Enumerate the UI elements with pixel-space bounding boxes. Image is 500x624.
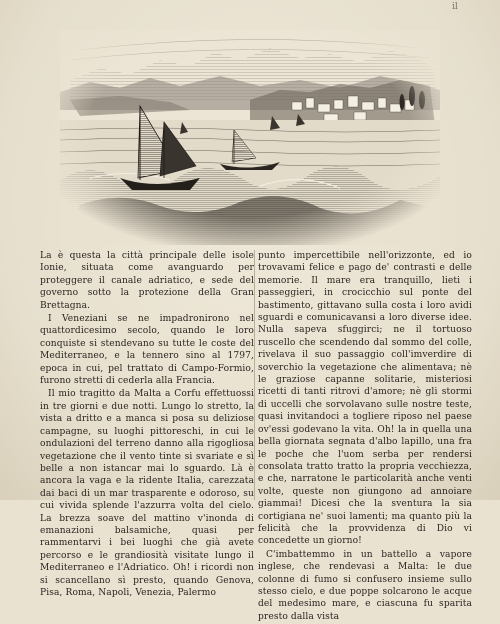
paragraph: I Veneziani se ne impadronirono nel quattordicesimo secolo, quando le loro conquiste si stendevano su tutte le coste del Mediterraneo, e la tennero sino al 1797, epoca in cui, pel trattato di Campo-Formio, furono stretti di cederla alla Francia. <box>40 314 254 387</box>
paragraph: punto impercettibile nell'orizzonte, ed io trovavami felice e pago de' contrasti e delle memorie. Il mare era tranquillo, lieti i passeggieri, in crocicchio sul ponte del bastimento, gittavano sulla costa i loro avidi sguardi e comunicavansi a loro diverse idee. Nulla sapeva sfuggirci; ne il tortuoso ruscello che scendendo dal sommo del colle, rivelava il suo passaggio coll'imverdire di soverchio la vegetazione che alimentava; nè le graziose capanne solitarie, misteriosi ricetti di tanti ritrovi d'amore; nè gli stormi di uccelli che sorvolavano sulle nostre teste, quasi invitandoci a togliere riposo nel paese ov'essi godevano la vita. Oh! la in quella una bella giornata segnata d'albo lapillo, una fra le poche che l'uom serba per rendersi consolata tratto tratto la propria vecchiezza, e che, narratone le particolarità anche venti volte, queste non giungono ad annoiare giammai! Dicesi che la sventura la sia cortigiana ne' suoi lamenti; ma quanto più la felicità che la provvidenza di Dio vi concedette un giorno! <box>258 251 472 547</box>
paragraph: Il mio tragitto da Malta a Corfu effettuossi in tre giorni e due notti. Lungo lo stretto, la vista a dritto e a manca si posa su deliziose campagne, su luoghi pittoreschi, in cui le ondulazioni del terreno danno alla rigogliosa vegetazione che il vento tinte si svariate e sì belle a non istancar mai lo sguardo. Là è ancora la vaga e la ridente Italia, carezzata dai baci di un mar trasparente e odoroso, su cui vivida splende l'azzurra volta del cielo. La brezza soave del mattino v'inonda di emanazioni balsamiche, quasi per rammentarvi i bei luoghi che già avete percorso e le grandiosità visitate lungo il Mediterraneo e l'Adriatico. Oh! i ricordi non si scancellano sì presto, quando Genova, Pisa, Roma, Napoli, Venezia, Palermo <box>40 389 254 598</box>
paragraph: C'imbattemmo in un battello a vapore inglese, che rendevasi a Malta: le due colonne di fumo si confusero insieme sullo stesso cielo, e due poppe solcarono le acque del medesimo mare, e ciascuna fu sparita presto dalla vista <box>258 549 472 622</box>
right-column <box>258 250 472 624</box>
corner-mark: il <box>452 2 458 12</box>
left-column <box>40 250 254 600</box>
column-divider <box>254 250 255 500</box>
paragraph: La è questa la città principale delle isole Ionie, situata come avanguardo per proteggere il canale adriatico, e sede del governo sotto la protezione della Gran Brettagna. <box>40 251 254 311</box>
engraving-harbor-illustration <box>60 30 440 245</box>
